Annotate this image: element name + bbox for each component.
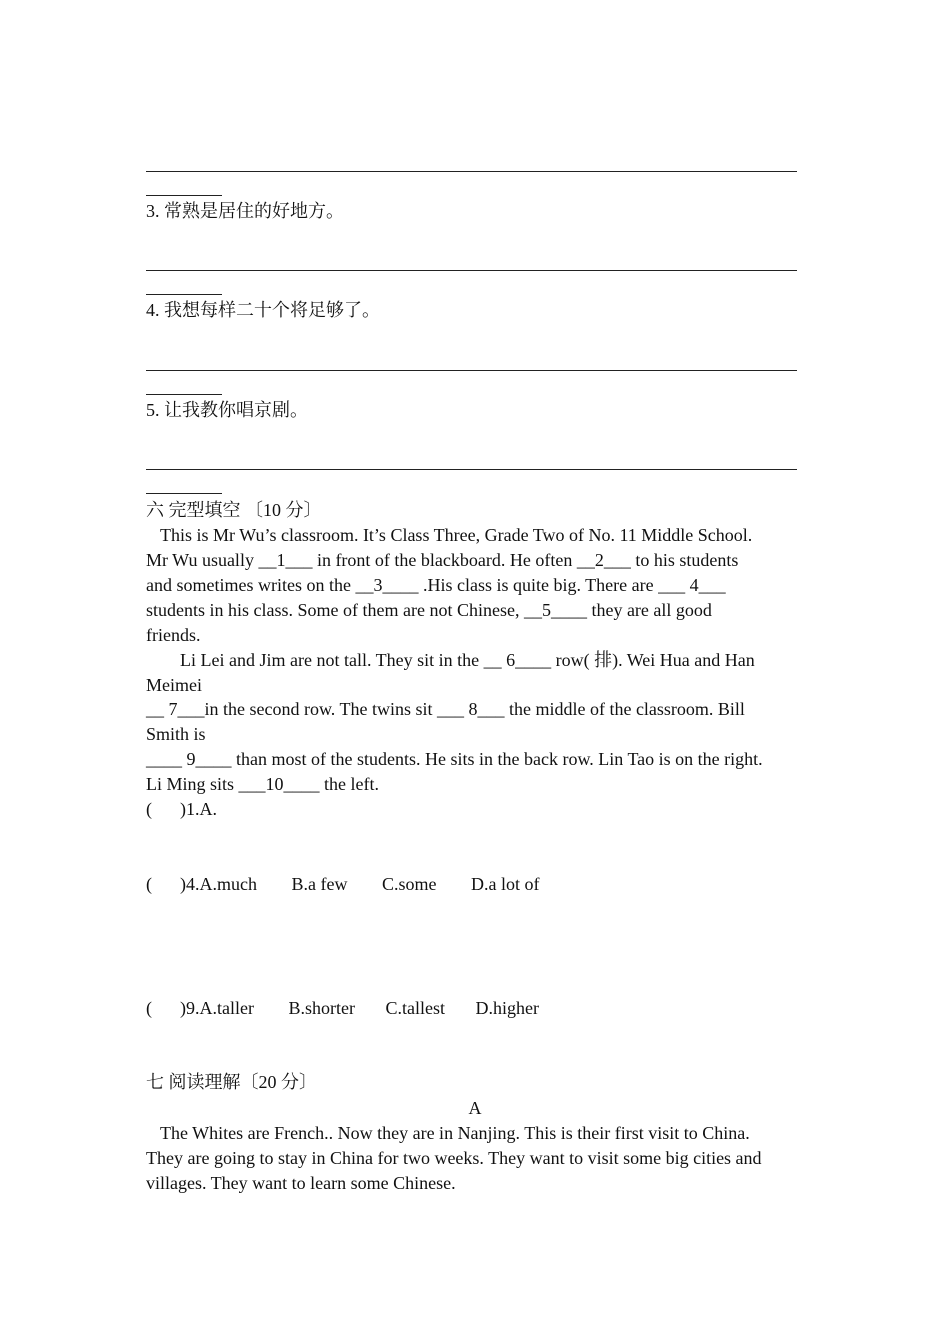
- translation-item-3: 3. 常熟是居住的好地方。: [146, 201, 344, 221]
- cloze-paragraph-line: Li Ming sits ___10____ the left.: [146, 774, 379, 794]
- answer-line-continuation: [146, 394, 222, 395]
- cloze-paragraph-line: This is Mr Wu’s classroom. It’s Class Three, Grade Two of No. 11 Middle School.: [160, 525, 753, 545]
- answer-paren[interactable]: (: [146, 998, 152, 1018]
- cloze-paragraph-line: Smith is: [146, 724, 206, 744]
- cloze-paragraph-line: Mr Wu usually __1___ in front of the blackboard. He often __2___ to his students: [146, 550, 739, 570]
- translation-item-4: 4. 我想每样二十个将足够了。: [146, 300, 380, 320]
- answer-line: [146, 370, 797, 371]
- answer-line: [146, 469, 797, 470]
- cloze-question-1: [146, 797, 217, 822]
- option-b: B.shorter: [288, 998, 355, 1018]
- option-d: D.a lot of: [470, 874, 540, 894]
- reading-paragraph-line: They are going to stay in China for two weeks. They want to visit some big cities and: [146, 1148, 762, 1168]
- option-c: C.tallest: [385, 998, 445, 1018]
- answer-line: [146, 270, 797, 271]
- question-stem: )1.A.: [180, 799, 217, 819]
- option-c: C.some: [381, 874, 437, 894]
- answer-line-continuation: [146, 195, 222, 196]
- option-d: D.higher: [475, 998, 539, 1018]
- cloze-paragraph-line: students in his class. Some of them are not Chinese, __5____ they are all good: [146, 600, 712, 620]
- question-stem: )9.A.taller: [180, 998, 254, 1018]
- question-stem: )4.A.much: [180, 874, 257, 894]
- reading-paragraph-line: The Whites are French.. Now they are in Nanjing. This is their first visit to China.: [160, 1123, 750, 1143]
- cloze-paragraph-line: Meimei: [146, 675, 202, 695]
- cloze-heading: 六 完型填空 〔10 分〕: [146, 500, 322, 520]
- answer-line-continuation: [146, 294, 222, 295]
- answer-paren[interactable]: (: [146, 874, 152, 894]
- cloze-paragraph-line: ____ 9____ than most of the students. He sits in the back row. Lin Tao is on the right.: [146, 749, 763, 769]
- passage-title: A: [468, 1098, 482, 1118]
- answer-line-continuation: [146, 493, 222, 494]
- cloze-paragraph-line: friends.: [146, 625, 201, 645]
- answer-line: [146, 171, 797, 172]
- cloze-question-9: [146, 996, 539, 1021]
- cloze-paragraph-line: and sometimes writes on the __3____ .His class is quite big. There are ___ 4___: [146, 575, 726, 595]
- cloze-question-4: [146, 872, 539, 897]
- reading-heading: 七 阅读理解〔20 分〕: [146, 1072, 317, 1092]
- cloze-paragraph-line: Li Lei and Jim are not tall. They sit in the __ 6____ row( 排). Wei Hua and Han: [180, 650, 755, 670]
- answer-paren[interactable]: (: [146, 799, 152, 819]
- cloze-paragraph-line: __ 7___in the second row. The twins sit ___ 8___ the middle of the classroom. Bill: [146, 699, 745, 719]
- option-b: B.a few: [291, 874, 348, 894]
- translation-item-5: 5. 让我教你唱京剧。: [146, 400, 308, 420]
- reading-paragraph-line: villages. They want to learn some Chinese.: [146, 1173, 456, 1193]
